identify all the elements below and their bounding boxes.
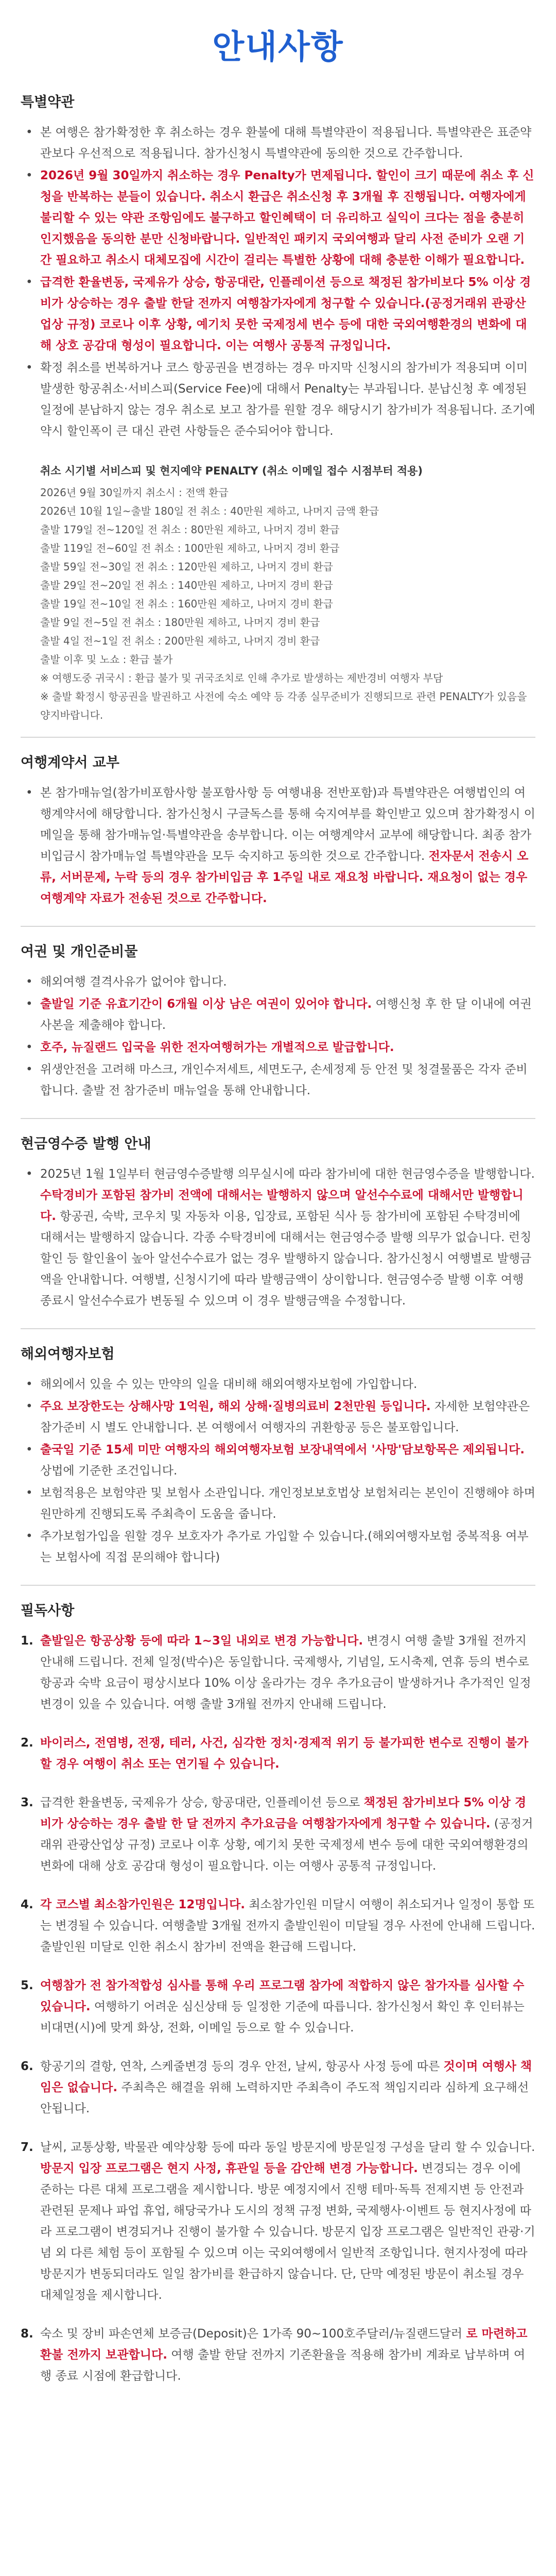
penalty-line: 출발 9일 전~5일 전 취소 : 180만원 제하고, 나머지 경비 환급: [40, 616, 320, 629]
required-heading: 필독사항: [21, 1585, 535, 1631]
list-item: • 출발일 기준 유효기간이 6개월 이상 남은 여권이 있어야 합니다. 여행신청 후 한 달 이내에 여권사본을 제출해야 합니다.: [21, 994, 535, 1036]
insurance-section: [0, 1328, 556, 1585]
list-item: • 출국일 기준 15세 미만 여행자의 해외여행자보험 보장내역에서 '사망'담보항목은 제외됩니다. 상법에 기준한 조건입니다.: [21, 1439, 535, 1482]
passport-section: [0, 926, 556, 1118]
list-item: • 주요 보장한도는 상해사망 1억원, 해외 상해·질병의료비 2천만원 등입니다. 자세한 보험약관은 참가준비 시 별도 안내합니다. 본 여행에서 여행자의 귀환항공 등은 불포함입니다.: [21, 1396, 535, 1438]
penalty-line: 출발 119일 전~60일 전 취소 : 100만원 제하고, 나머지 경비 환급: [40, 542, 340, 554]
list-item: 6. 항공기의 결항, 연착, 스케줄변경 등의 경우 안전, 날씨, 항공사 사정 등에 따른 것이며 여행사 책임은 없습니다. 주최측은 해결을 위해 노력하지만 주최측이 주도적 책임지리라 심하게 요구해선 안됩니다.: [21, 2060, 532, 2115]
list-item: 7. 날씨, 교통상황, 박물관 예약상황 등에 따라 동일 방문지에 방문일정 구성을 달리 할 수 있습니다. 방문지 입장 프로그램은 현지 사정, 휴관일 등을 감안해 변경 가능합니다. 변경되는 경우 이에 준하는 다른 대체 프로그램을 제시합니다. 방문 예정지에서 진행 테마·독특 전제지변 등 안전과 관련된 문제나 파업 휴업, 해당국가나 도시의 정책 규정 변화, 국제행사·이벤트 등 현지사정에 따라 프로그램이 변경되거나 진행이 불가할 수 있습니다. 방문지 입장 프로그램은 일반적인 관광·기념 외 다른 체험 등이 포함될 수 있으며 이는 국외여행에서 일반적 조항입니다. 현지사정에 따라 방문지가 변동되더라도 일일 참가비를 환급하지 않습니다. 단, 단막 예정된 방문이 취소될 경우 대체일정을 제시합니다.: [21, 2141, 535, 2302]
title-area: [0, 0, 556, 88]
insurance-heading: 해외여행자보험: [21, 1328, 535, 1374]
special-terms-heading: 특별약관: [21, 94, 75, 110]
receipt-list: [21, 1164, 535, 1328]
passport-list: [21, 972, 535, 1118]
required-list: [21, 1631, 535, 2425]
list-item: • 급격한 환율변동, 국제유가 상승, 항공대란, 인플레이션 등으로 책정된 참가비보다 5% 이상 경비가 상승하는 경우 출발 한달 전까지 여행참가자에게 청구할 수 있습니다.(공정거래위 관광산업상 규정) 코로나 이후 상황, 예기치 못한 국제정세 변수 등에 대한 국외여행환경의 변화에 대해 상호 공감대 형성이 필요합니다. 이는 여행사 공통적 규정입니다.: [21, 272, 535, 357]
penalty-title: 취소 시기별 서비스피 및 현지예약 PENALTY (취소 이메일 접수 시점부터 적용): [40, 465, 423, 477]
list-item: • 호주, 뉴질랜드 입국을 위한 전자여행허가는 개별적으로 발급합니다.: [21, 1037, 535, 1058]
list-item: 4. 각 코스별 최소참가인원은 12명입니다. 최소참가인원 미달시 여행이 취소되거나 일정이 통합 또는 변경될 수 있습니다. 여행출발 3개월 전까지 출발인원이 미달될 경우 사전에 안내해 드립니다. 출발인원 미달로 인한 취소시 참가비 전액을 환급해 드립니다.: [21, 1898, 535, 1954]
penalty-line: 출발 29일 전~20일 전 취소 : 140만원 제하고, 나머지 경비 환급: [40, 579, 333, 591]
list-item: 1. 출발일은 항공상황 등에 따라 1~3일 내외로 변경 가능합니다. 변경시 여행 출발 3개월 전까지 안내해 드립니다. 전체 일정(박수)은 동일합니다. 국제행사, 기념일, 도시축제, 연휴 등의 변수로 항공과 숙박 요금이 평상시보다 10% 이상 올라가는 경우 추가요금이 발생하거나 추가적인 일정변경이 있을 수 있습니다. 여행 출발 3개월 전까지 안내해 드립니다.: [21, 1634, 531, 1711]
penalty-line: 출발 179일 전~120일 전 취소 : 80만원 제하고, 나머지 경비 환급: [40, 523, 340, 536]
receipt-section: [0, 1118, 556, 1328]
list-item: 2. 바이러스, 전염병, 전쟁, 테러, 사건, 심각한 정치·경제적 위기 등 불가피한 변수로 진행이 불가할 경우 여행이 취소 또는 연기될 수 있습니다.: [21, 1736, 529, 1771]
special-terms-section: [0, 88, 556, 737]
penalty-line: 출발 이후 및 노쇼 : 환급 불가: [40, 653, 173, 666]
list-item: 8. 숙소 및 장비 파손연체 보증금(Deposit)은 1가족 90~100호주달러/뉴질랜드달러 로 마련하고 환불 전까지 보관합니다. 여행 출발 한달 전까지 기존환율을 적용해 참가비 계좌로 납부하며 여행 종료 시점에 환급합니다.: [21, 2327, 528, 2383]
receipt-heading: 현금영수증 발행 안내: [21, 1118, 535, 1164]
insurance-list: [21, 1374, 535, 1585]
list-item: • 추가보험가입을 원할 경우 보호자가 추가로 가입할 수 있습니다.(해외여행자보험 중복적용 여부는 보험사에 직접 문의해야 합니다): [21, 1526, 535, 1568]
passport-heading: 여권 및 개인준비물: [21, 926, 535, 972]
penalty-line: 출발 59일 전~30일 전 취소 : 120만원 제하고, 나머지 경비 환급: [40, 561, 333, 573]
penalty-table: [21, 462, 535, 737]
list-item: • 보험적용은 보험약관 및 보험사 소관입니다. 개인정보보호법상 보험처리는 본인이 진행해야 하며 원만하게 진행되도록 주최측이 도움을 줍니다.: [21, 1483, 535, 1525]
list-item: • 본 여행은 참가확정한 후 취소하는 경우 환불에 대해 특별약관이 적용됩니다. 특별약관은 표준약관보다 우선적으로 적용됩니다. 참가신청시 특별약관에 동의한 것으로 간주합니다.: [21, 122, 535, 164]
special-terms-list: [21, 122, 535, 459]
contract-list: [21, 783, 535, 926]
penalty-line: 출발 19일 전~10일 전 취소 : 160만원 제하고, 나머지 경비 환급: [40, 598, 333, 610]
list-item: • 확정 취소를 번복하거나 코스 항공권을 변경하는 경우 마지막 신청시의 참가비가 적용되며 이미 발생한 항공취소·서비스피(Service Fee)에 대해서 Penalty는 부과됩니다. 분납신청 후 예정된 일정에 분납하지 않는 경우 취소로 보고 참가를 원할 경우 해당시기 참가비가 적용됩니다. 조기예약시 할인폭이 큰 대신 관련 사항들은 준수되어야 합니다.: [21, 358, 535, 442]
penalty-line: 2026년 9월 30일까지 취소시 : 전액 환급: [40, 486, 229, 499]
penalty-line: 출발 4일 전~1일 전 취소 : 200만원 제하고, 나머지 경비 환급: [40, 635, 320, 647]
list-item: • 해외에서 있을 수 있는 만약의 일을 대비해 해외여행자보험에 가입합니다.: [21, 1374, 535, 1395]
list-item: • 본 참가매뉴얼(참가비포함사항 불포함사항 등 여행내용 전반포함)과 특별약관은 여행법인의 여행계약서에 해당합니다. 참가신청시 구글독스를 통해 숙지여부를 확인받고 있으며 참가확정시 이메일을 통해 참가매뉴얼·특별약관을 송부합니다. 이는 여행계약서 교부에 해당합니다. 최종 참가비입금시 참가매뉴얼 특별약관을 모두 숙지하고 동의한 것으로 간주합니다. 전자문서 전송시 오류, 서버문제, 누락 등의 경우 참가비입금 후 1주일 내로 재요청 바랍니다. 재요청이 없는 경우 여행계약 자료가 전송된 것으로 간주합니다.: [21, 783, 535, 909]
penalty-note: ※ 출발 확정시 항공권을 발권하고 사전에 숙소 예약 등 각종 실무준비가 진행되므로 관련 PENALTY가 있음을 양지바랍니다.: [40, 690, 527, 721]
list-item: • 2025년 1월 1일부터 현금영수증발행 의무실시에 따라 참가비에 대한 현금영수증을 발행합니다. 수탁경비가 포함된 참가비 전액에 대해서는 발행하지 않으며 알선수수료에 대해서만 발행합니다. 항공권, 숙박, 코우치 및 자동차 이용, 입장료, 포함된 식사 등 참가비에 포함된 수탁경비에 대해서는 발행하지 않습니다. 각종 수탁경비에 대해서는 현금영수증 발행 의무가 없습니다. 런칭할인 등 할인율이 높아 알선수수료가 없는 경우 발행하지 않습니다. 참가신청시 여행별로 발행금액을 안내합니다. 여행별, 신청시기에 따라 발행금액이 상이합니다. 현금영수증 발행 이후 여행 종료시 알선수수료가 변동될 수 있으며 이 경우 발행금액을 수정합니다.: [21, 1164, 535, 1312]
list-item: • 2026년 9월 30일까지 취소하는 경우 Penalty가 면제됩니다. 할인이 크기 때문에 취소 후 신청을 반복하는 분들이 있습니다. 취소시 환급은 취소신청 후 3개월 후 진행됩니다. 여행자에게 불리할 수 있는 약관 조항임에도 불구하고 할인혜택이 더 유리하고 실익이 크다는 점을 충분히 인지했음을 동의한 분만 신청바랍니다. 일반적인 패키지 국외여행과 달리 사전 준비가 오랜 기간 필요하고 취소시 대체모집에 시간이 걸리는 특별한 상황에 대해 충분한 이해가 필요합니다.: [21, 165, 535, 271]
list-item: 3. 급격한 환율변동, 국제유가 상승, 항공대란, 인플레이션 등으로 책정된 참가비보다 5% 이상 경비가 상승하는 경우 출발 한 달 전까지 추가요금을 여행참가자에게 청구할 수 있습니다. (공정거래위 관광산업상 규정) 코로나 이후 상황, 예기치 못한 국제정세 변수 등에 대한 국외여행환경의 변화에 대해 상호 공감대 형성이 필요합니다. 이는 여행사 공통적 규정입니다.: [21, 1796, 533, 1873]
penalty-note: ※ 여행도중 귀국시 : 환급 불가 및 귀국조치로 인해 추가로 발생하는 제반경비 여행자 부담: [40, 672, 443, 684]
contract-heading: 여행계약서 교부: [21, 737, 535, 783]
page-title: 안내사항: [212, 28, 344, 66]
contract-section: [0, 737, 556, 926]
list-item: 5. 여행참가 전 참가적합성 심사를 통해 우리 프로그램 참가에 적합하지 않은 참가자를 심사할 수 있습니다. 여행하기 어려운 심신상태 등 일정한 기준에 따릅니다. 참가신청서 확인 후 인터뷰는 비대면(시)에 맞게 화상, 전화, 이메일 등으로 할 수 있습니다.: [21, 1979, 525, 2035]
list-item: • 해외여행 결격사유가 없어야 합니다.: [21, 972, 535, 993]
required-section: [0, 1585, 556, 2425]
list-item: • 위생안전을 고려해 마스크, 개인수저세트, 세면도구, 손세정제 등 안전 및 청결물품은 각자 준비합니다. 출발 전 참가준비 매뉴얼을 통해 안내합니다.: [21, 1059, 535, 1101]
penalty-line: 2026년 10월 1일~출발 180일 전 취소 : 40만원 제하고, 나머지 금액 환급: [40, 505, 379, 517]
